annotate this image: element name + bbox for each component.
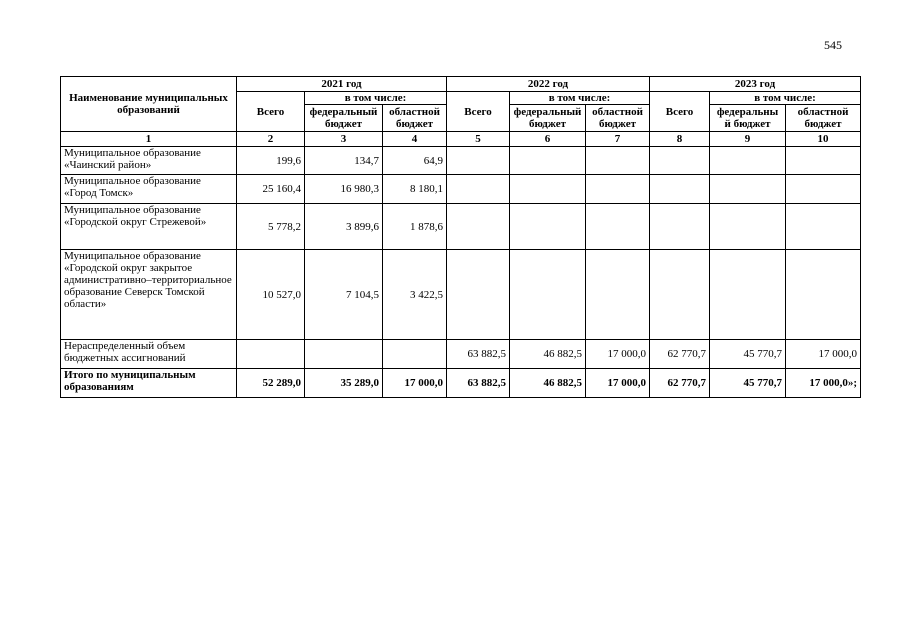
cell-value: 45 770,7	[710, 369, 786, 398]
cell-value	[510, 250, 586, 340]
cell-value: 10 527,0	[237, 250, 305, 340]
header-federal-2022: федеральный бюджет	[510, 105, 586, 132]
header-including-2022: в том числе:	[510, 92, 650, 105]
header-total-2023: Всего	[650, 92, 710, 132]
cell-value: 16 980,3	[305, 175, 383, 204]
cell-value	[447, 147, 510, 175]
cell-value	[447, 250, 510, 340]
row-name: Муниципальное образование «Городской округ Стрежевой»	[61, 204, 237, 250]
cell-value: 35 289,0	[305, 369, 383, 398]
cell-value	[510, 175, 586, 204]
cell-value	[650, 147, 710, 175]
cell-value: 63 882,5	[447, 369, 510, 398]
cell-value	[586, 250, 650, 340]
col-number: 2	[237, 132, 305, 147]
header-year-2023: 2023 год	[650, 77, 861, 92]
cell-value	[710, 204, 786, 250]
cell-value: 17 000,0	[586, 340, 650, 369]
cell-value: 7 104,5	[305, 250, 383, 340]
cell-value: 52 289,0	[237, 369, 305, 398]
header-total-2022: Всего	[447, 92, 510, 132]
cell-value: 25 160,4	[237, 175, 305, 204]
cell-value	[305, 340, 383, 369]
total-row	[61, 369, 861, 398]
cell-value: 199,6	[237, 147, 305, 175]
cell-value: 46 882,5	[510, 369, 586, 398]
cell-value: 17 000,0	[383, 369, 447, 398]
cell-value	[786, 175, 861, 204]
header-regional-2023: областной бюджет	[786, 105, 861, 132]
header-federal-2021: федеральный бюджет	[305, 105, 383, 132]
col-number: 5	[447, 132, 510, 147]
cell-value	[650, 204, 710, 250]
table-row	[61, 147, 861, 175]
cell-value	[650, 175, 710, 204]
cell-value: 17 000,0	[786, 340, 861, 369]
cell-value: 17 000,0»;	[786, 369, 861, 398]
cell-value: 63 882,5	[447, 340, 510, 369]
col-number: 9	[710, 132, 786, 147]
cell-value	[786, 204, 861, 250]
col-number: 6	[510, 132, 586, 147]
table-row	[61, 250, 861, 340]
header-federal-2023: федеральны й бюджет	[710, 105, 786, 132]
cell-value: 134,7	[305, 147, 383, 175]
row-name: Нераспределенный объем бюджетных ассигнований	[61, 340, 237, 369]
header-including-2023: в том числе:	[710, 92, 861, 105]
header-year-2022: 2022 год	[447, 77, 650, 92]
row-name: Муниципальное образование «Городской округ закрытое административно–территориальное образование Северск Томской области»	[61, 250, 237, 340]
cell-value	[447, 204, 510, 250]
cell-value	[710, 250, 786, 340]
row-name: Муниципальное образование «Чаинский район»	[61, 147, 237, 175]
cell-value: 64,9	[383, 147, 447, 175]
header-including-2021: в том числе:	[305, 92, 447, 105]
cell-value	[786, 250, 861, 340]
cell-value: 46 882,5	[510, 340, 586, 369]
header-regional-2021: областной бюджет	[383, 105, 447, 132]
cell-value	[710, 147, 786, 175]
cell-value	[237, 340, 305, 369]
cell-value: 5 778,2	[237, 204, 305, 250]
total-row-name: Итого по муниципальным образованиям	[61, 369, 237, 398]
header-regional-2022: областной бюджет	[586, 105, 650, 132]
row-name: Муниципальное образование «Город Томск»	[61, 175, 237, 204]
cell-value: 62 770,7	[650, 369, 710, 398]
cell-value	[383, 340, 447, 369]
cell-value: 3 422,5	[383, 250, 447, 340]
cell-value	[650, 250, 710, 340]
col-number: 7	[586, 132, 650, 147]
cell-value	[586, 204, 650, 250]
cell-value: 3 899,6	[305, 204, 383, 250]
cell-value	[786, 147, 861, 175]
cell-value: 45 770,7	[710, 340, 786, 369]
cell-value	[510, 204, 586, 250]
col-number: 8	[650, 132, 710, 147]
header-name-col: Наименование муниципальных образований	[61, 77, 237, 132]
page-number: 545	[824, 38, 842, 52]
header-total-2021: Всего	[237, 92, 305, 132]
table-row	[61, 175, 861, 204]
cell-value: 62 770,7	[650, 340, 710, 369]
col-number: 3	[305, 132, 383, 147]
cell-value	[586, 147, 650, 175]
cell-value	[447, 175, 510, 204]
cell-value: 8 180,1	[383, 175, 447, 204]
col-number: 4	[383, 132, 447, 147]
col-number: 10	[786, 132, 861, 147]
header-year-2021: 2021 год	[237, 77, 447, 92]
table-row	[61, 204, 861, 250]
cell-value	[586, 175, 650, 204]
cell-value: 1 878,6	[383, 204, 447, 250]
cell-value	[710, 175, 786, 204]
col-number: 1	[61, 132, 237, 147]
table-row	[61, 340, 861, 369]
cell-value: 17 000,0	[586, 369, 650, 398]
budget-table	[60, 76, 861, 398]
cell-value	[510, 147, 586, 175]
